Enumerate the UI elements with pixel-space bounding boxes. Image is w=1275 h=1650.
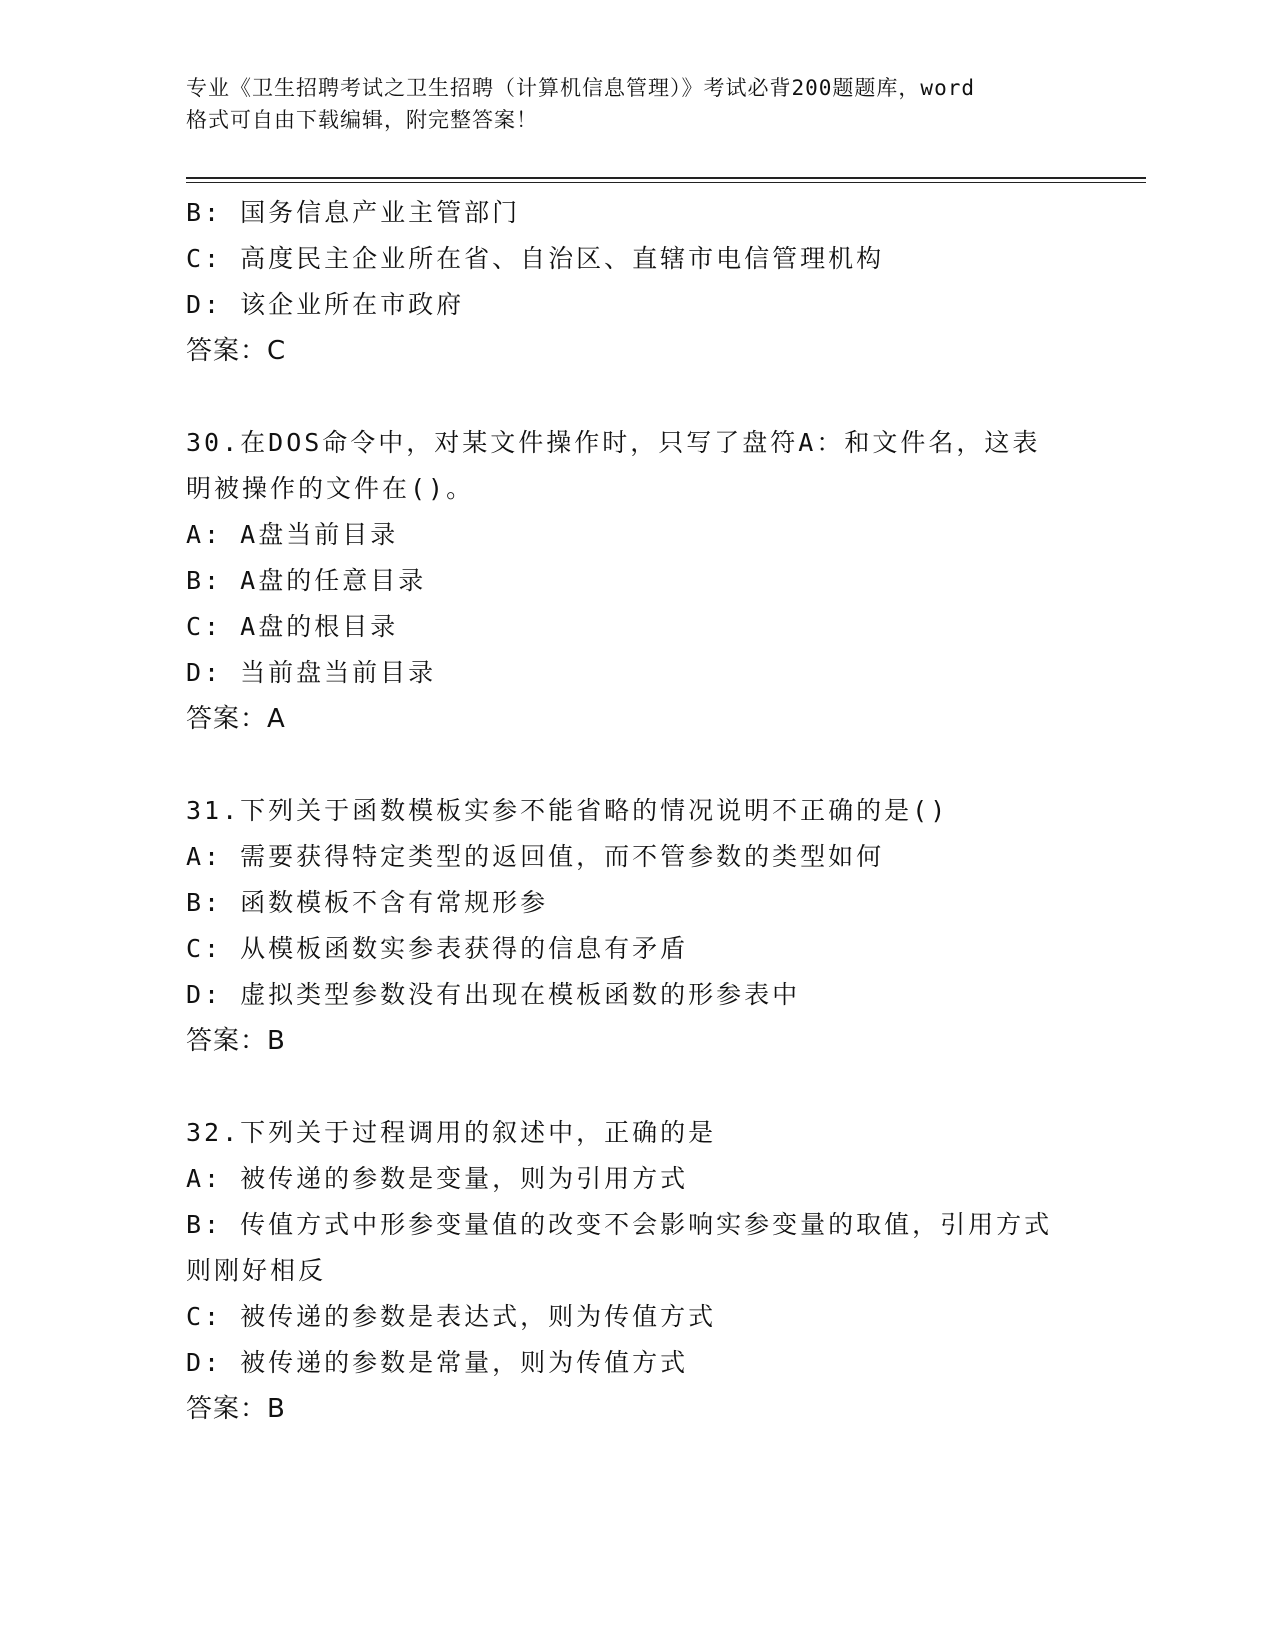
question-stem: 31.下列关于函数模板实参不能省略的情况说明不正确的是() [186,796,949,825]
answer: 答案：B [186,1026,286,1056]
header-rule-thick [186,177,1146,179]
question-29-tail [186,190,1086,374]
question-stem-cont: 明被操作的文件在()。 [186,474,475,503]
option-a: A: A盘当前目录 [186,520,399,549]
option-d: D: 虚拟类型参数没有出现在模板函数的形参表中 [186,980,801,1009]
option-b: B: 函数模板不含有常规形参 [186,888,549,917]
question-stem: 32.下列关于过程调用的叙述中，正确的是 [186,1118,717,1147]
option-c: C: A盘的根目录 [186,612,399,641]
option-c: C: 高度民主企业所在省、自治区、直辖市电信管理机构 [186,244,885,273]
option-b-cont: 则刚好相反 [186,1256,327,1285]
header-line-2: 格式可自由下载编辑，附完整答案！ [186,108,538,132]
option-c: C: 被传递的参数是表达式，则为传值方式 [186,1302,717,1331]
answer: 答案：A [186,704,286,734]
option-d: D: 被传递的参数是常量，则为传值方式 [186,1348,689,1377]
question-32 [186,1110,1086,1432]
answer: 答案：C [186,336,287,366]
option-c: C: 从模板函数实参表获得的信息有矛盾 [186,934,689,963]
header-rule-thin [186,182,1146,183]
option-d: D: 当前盘当前目录 [186,658,437,687]
option-b: B: A盘的任意目录 [186,566,427,595]
option-a: A: 需要获得特定类型的返回值，而不管参数的类型如何 [186,842,885,871]
question-content [186,190,1086,1432]
option-a: A: 被传递的参数是变量，则为引用方式 [186,1164,689,1193]
header-line-1: 专业《卫生招聘考试之卫生招聘（计算机信息管理）》考试必背200题题库，word [186,76,975,100]
question-31 [186,788,1086,1064]
page-header [186,72,1086,136]
question-stem: 30.在DOS命令中，对某文件操作时，只写了盘符A：和文件名，这表 [186,428,1041,457]
answer: 答案：B [186,1394,286,1424]
question-30 [186,420,1086,742]
option-b: B: 传值方式中形参变量值的改变不会影响实参变量的取值，引用方式 [186,1210,1053,1239]
option-b: B: 国务信息产业主管部门 [186,198,521,227]
option-d: D: 该企业所在市政府 [186,290,465,319]
